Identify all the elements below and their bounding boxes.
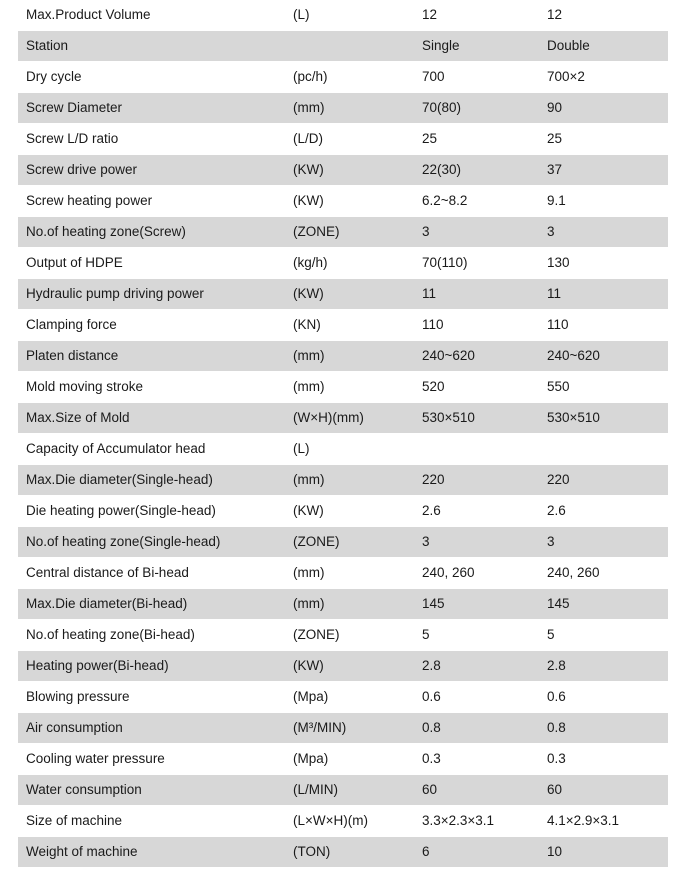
spec-double-value-cell: 2.6 bbox=[547, 503, 566, 518]
spec-single-value-cell: 240~620 bbox=[422, 348, 475, 363]
spec-single-value-cell: 3.3×2.3×3.1 bbox=[422, 813, 495, 828]
spec-single-value-cell: 110 bbox=[422, 317, 444, 332]
spec-name-cell: Blowing pressure bbox=[26, 689, 130, 704]
spec-name-cell: Max.Die diameter(Bi-head) bbox=[26, 596, 188, 611]
spec-name-cell: Heating power(Bi-head) bbox=[26, 658, 169, 673]
spec-name-cell: Weight of machine bbox=[26, 844, 138, 859]
table-row bbox=[18, 310, 668, 341]
spec-unit-cell: (mm) bbox=[293, 565, 325, 580]
spec-unit-cell: (ZONE) bbox=[293, 627, 340, 642]
spec-single-value-cell: 520 bbox=[422, 379, 445, 394]
table-row bbox=[18, 527, 668, 558]
table-row bbox=[18, 620, 668, 651]
spec-double-value-cell: 9.1 bbox=[547, 193, 566, 208]
spec-unit-cell: (ZONE) bbox=[293, 534, 340, 549]
spec-double-value-cell: 240, 260 bbox=[547, 565, 600, 580]
table-row bbox=[18, 806, 668, 837]
spec-single-value-cell: 530×510 bbox=[422, 410, 475, 425]
spec-unit-cell: (TON) bbox=[293, 844, 331, 859]
spec-unit-cell: (L) bbox=[293, 441, 310, 456]
spec-unit-cell: (KN) bbox=[293, 317, 321, 332]
spec-single-value-cell: 220 bbox=[422, 472, 445, 487]
spec-unit-cell: (mm) bbox=[293, 100, 325, 115]
spec-unit-cell: (KW) bbox=[293, 193, 324, 208]
table-row bbox=[18, 0, 668, 31]
spec-unit-cell: (mm) bbox=[293, 596, 325, 611]
spec-double-value-cell: 700×2 bbox=[547, 69, 585, 84]
spec-double-value-cell: 4.1×2.9×3.1 bbox=[547, 813, 620, 828]
spec-name-cell: Station bbox=[26, 38, 69, 53]
table-row bbox=[18, 558, 668, 589]
spec-single-value-cell: 0.3 bbox=[422, 751, 441, 766]
spec-unit-cell: (KW) bbox=[293, 503, 324, 518]
spec-name-cell: Water consumption bbox=[26, 782, 142, 797]
spec-double-value-cell: 10 bbox=[547, 844, 563, 859]
spec-single-value-cell: 0.6 bbox=[422, 689, 441, 704]
table-row bbox=[18, 341, 668, 372]
table-row bbox=[18, 31, 668, 62]
spec-unit-cell: (KW) bbox=[293, 658, 324, 673]
table-row bbox=[18, 589, 668, 620]
table-row bbox=[18, 155, 668, 186]
spec-double-value-cell: 3 bbox=[547, 534, 555, 549]
spec-unit-cell: (mm) bbox=[293, 472, 325, 487]
spec-double-value-cell: 60 bbox=[547, 782, 563, 797]
spec-unit-cell: (L×W×H)(m) bbox=[293, 813, 368, 828]
spec-unit-cell: (KW) bbox=[293, 286, 324, 301]
spec-single-value-cell: 11 bbox=[422, 286, 437, 301]
spec-double-value-cell: 12 bbox=[547, 7, 563, 22]
spec-name-cell: Max.Die diameter(Single-head) bbox=[26, 472, 213, 487]
table-row bbox=[18, 124, 668, 155]
spec-double-value-cell: 0.6 bbox=[547, 689, 566, 704]
spec-double-value-cell: 220 bbox=[547, 472, 570, 487]
spec-single-value-cell: 5 bbox=[422, 627, 430, 642]
spec-name-cell: Output of HDPE bbox=[26, 255, 123, 270]
spec-single-value-cell: Single bbox=[422, 38, 460, 53]
spec-name-cell: Max.Size of Mold bbox=[26, 410, 130, 425]
spec-name-cell: Central distance of Bi-head bbox=[26, 565, 189, 580]
table-row bbox=[18, 837, 668, 868]
spec-unit-cell: (mm) bbox=[293, 348, 325, 363]
spec-name-cell: Die heating power(Single-head) bbox=[26, 503, 216, 518]
spec-double-value-cell: 25 bbox=[547, 131, 563, 146]
spec-unit-cell: (L/MIN) bbox=[293, 782, 338, 797]
spec-single-value-cell: 0.8 bbox=[422, 720, 441, 735]
spec-name-cell: Dry cycle bbox=[26, 69, 82, 84]
spec-single-value-cell: 2.8 bbox=[422, 658, 441, 673]
table-row bbox=[18, 434, 668, 465]
spec-double-value-cell: 11 bbox=[547, 286, 562, 301]
spec-name-cell: Air consumption bbox=[26, 720, 123, 735]
spec-unit-cell: (W×H)(mm) bbox=[293, 410, 364, 425]
spec-double-value-cell: 2.8 bbox=[547, 658, 566, 673]
spec-single-value-cell: 2.6 bbox=[422, 503, 441, 518]
spec-unit-cell: (L/D) bbox=[293, 131, 323, 146]
spec-name-cell: Size of machine bbox=[26, 813, 123, 828]
spec-name-cell: Platen distance bbox=[26, 348, 119, 363]
spec-name-cell: Screw heating power bbox=[26, 193, 153, 208]
table-row bbox=[18, 217, 668, 248]
table-row bbox=[18, 713, 668, 744]
spec-double-value-cell: 130 bbox=[547, 255, 570, 270]
spec-single-value-cell: 240, 260 bbox=[422, 565, 475, 580]
table-row bbox=[18, 62, 668, 93]
spec-single-value-cell: 145 bbox=[422, 596, 445, 611]
table-row bbox=[18, 744, 668, 775]
spec-double-value-cell: 0.8 bbox=[547, 720, 566, 735]
spec-unit-cell: (kg/h) bbox=[293, 255, 328, 270]
spec-single-value-cell: 6.2~8.2 bbox=[422, 193, 468, 208]
spec-single-value-cell: 3 bbox=[422, 224, 430, 239]
table-row bbox=[18, 372, 668, 403]
table-row bbox=[18, 248, 668, 279]
spec-name-cell: Hydraulic pump driving power bbox=[26, 286, 204, 301]
table-row bbox=[18, 186, 668, 217]
spec-name-cell: Clamping force bbox=[26, 317, 117, 332]
spec-unit-cell: (mm) bbox=[293, 379, 325, 394]
table-row bbox=[18, 651, 668, 682]
spec-double-value-cell: 90 bbox=[547, 100, 563, 115]
spec-name-cell: Mold moving stroke bbox=[26, 379, 144, 394]
spec-single-value-cell: 60 bbox=[422, 782, 438, 797]
spec-name-cell: Cooling water pressure bbox=[26, 751, 165, 766]
spec-double-value-cell: 530×510 bbox=[547, 410, 600, 425]
spec-double-value-cell: 240~620 bbox=[547, 348, 600, 363]
spec-double-value-cell: Double bbox=[547, 38, 590, 53]
spec-single-value-cell: 22(30) bbox=[422, 162, 462, 177]
spec-double-value-cell: 0.3 bbox=[547, 751, 566, 766]
spec-name-cell: Screw L/D ratio bbox=[26, 131, 119, 146]
spec-name-cell: Screw drive power bbox=[26, 162, 138, 177]
spec-single-value-cell: 70(110) bbox=[422, 255, 468, 270]
spec-name-cell: Capacity of Accumulator head bbox=[26, 441, 206, 456]
table-row bbox=[18, 465, 668, 496]
spec-double-value-cell: 3 bbox=[547, 224, 555, 239]
spec-unit-cell: (pc/h) bbox=[293, 69, 328, 84]
spec-double-value-cell: 550 bbox=[547, 379, 570, 394]
spec-single-value-cell: 12 bbox=[422, 7, 438, 22]
spec-unit-cell: (Mpa) bbox=[293, 751, 329, 766]
spec-double-value-cell: 5 bbox=[547, 627, 555, 642]
table-row bbox=[18, 496, 668, 527]
table-row bbox=[18, 279, 668, 310]
spec-double-value-cell: 145 bbox=[547, 596, 570, 611]
table-row bbox=[18, 93, 668, 124]
table-row bbox=[18, 775, 668, 806]
spec-unit-cell: (L) bbox=[293, 7, 310, 22]
spec-name-cell: No.of heating zone(Bi-head) bbox=[26, 627, 195, 642]
table-row bbox=[18, 682, 668, 713]
spec-single-value-cell: 6 bbox=[422, 844, 430, 859]
table-row bbox=[18, 403, 668, 434]
spec-double-value-cell: 37 bbox=[547, 162, 563, 177]
spec-single-value-cell: 700 bbox=[422, 69, 445, 84]
spec-unit-cell: (Mpa) bbox=[293, 689, 329, 704]
spec-name-cell: Screw Diameter bbox=[26, 100, 123, 115]
spec-double-value-cell: 110 bbox=[547, 317, 569, 332]
spec-unit-cell: (ZONE) bbox=[293, 224, 340, 239]
spec-single-value-cell: 70(80) bbox=[422, 100, 462, 115]
spec-name-cell: No.of heating zone(Single-head) bbox=[26, 534, 221, 549]
spec-table bbox=[18, 0, 668, 868]
spec-single-value-cell: 25 bbox=[422, 131, 438, 146]
spec-name-cell: No.of heating zone(Screw) bbox=[26, 224, 186, 239]
spec-name-cell: Max.Product Volume bbox=[26, 7, 151, 22]
spec-unit-cell: (KW) bbox=[293, 162, 324, 177]
spec-unit-cell: (M³/MIN) bbox=[293, 720, 347, 735]
spec-single-value-cell: 3 bbox=[422, 534, 430, 549]
